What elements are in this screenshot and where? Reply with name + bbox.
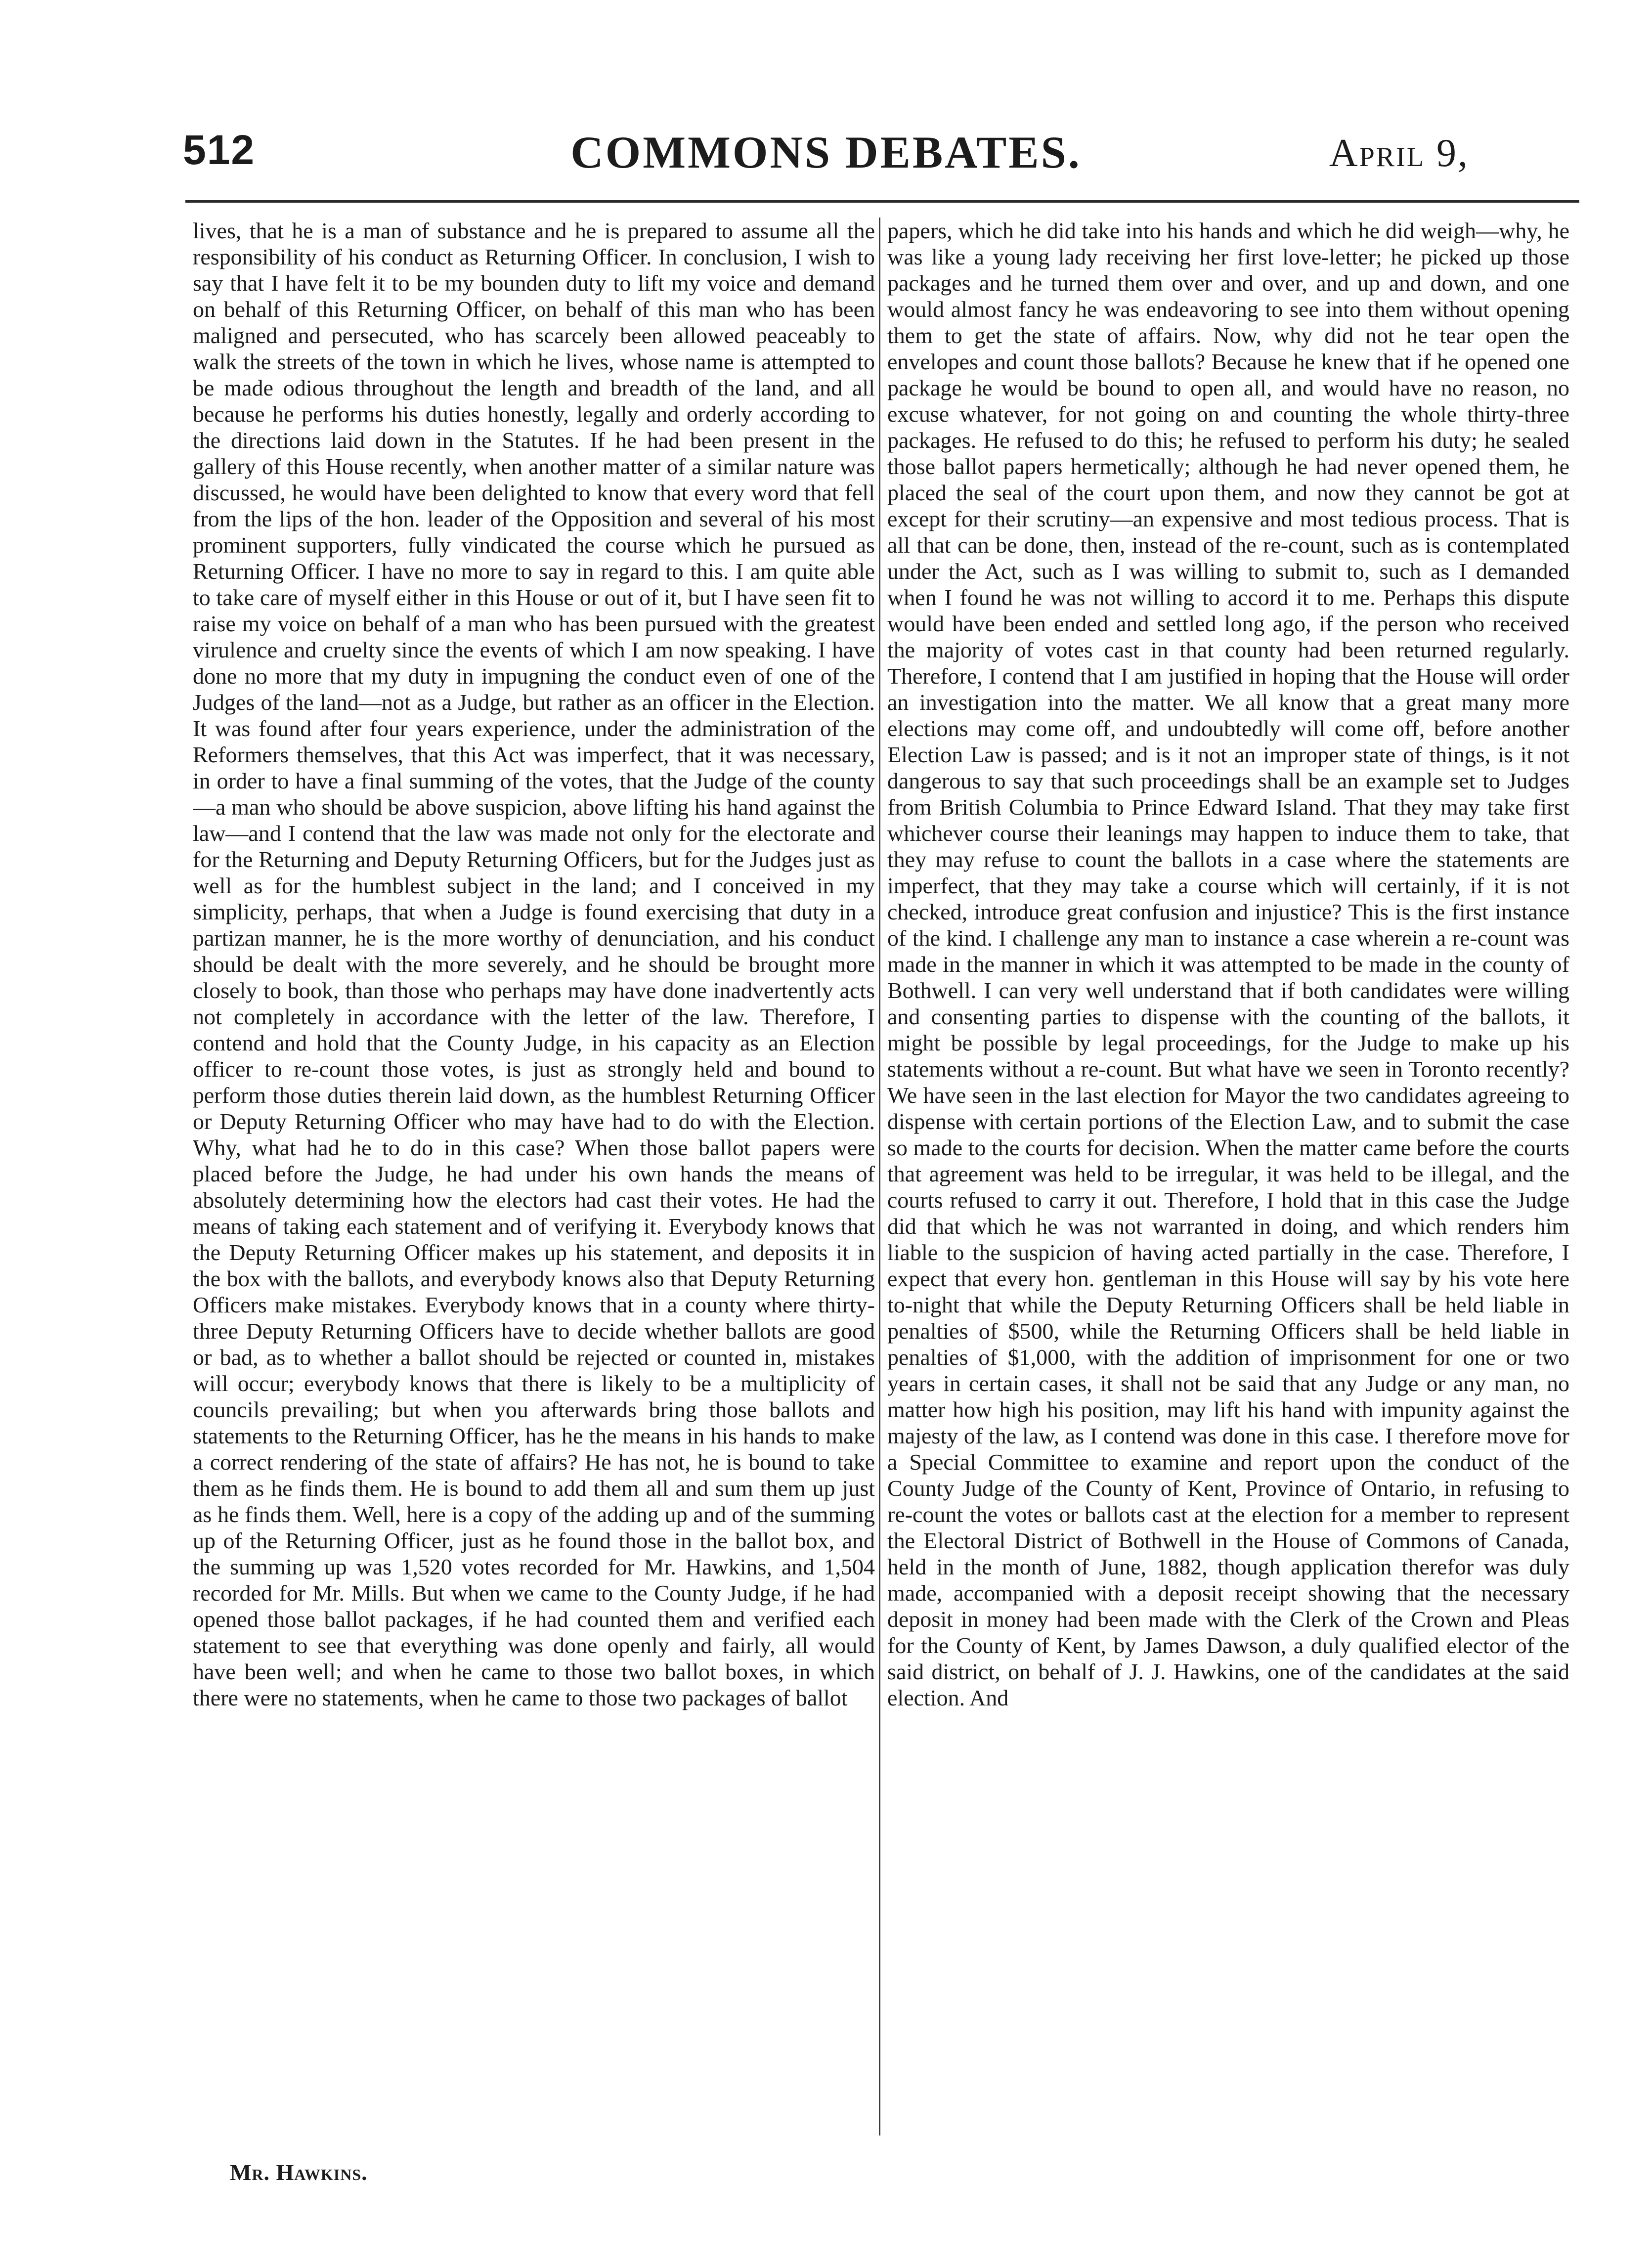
speaker-attribution: Mr. Hawkins.	[230, 2160, 368, 2185]
left-column	[193, 218, 875, 2160]
page-header	[183, 116, 1469, 190]
column-divider	[879, 218, 880, 2135]
header-rule	[185, 200, 1579, 203]
left-column-text: lives, that he is a man of substance and he is prepared to assume all the responsibility of his conduct as Returning Officer. In conclusion, I wish to say that I have felt it to be my bounden duty to lift my voice and demand on behalf of this Returning Officer, on behalf of this man who has been maligned and persecuted, who has scarcely been allowed peaceably to walk the streets of the town in which he lives, whose name is attempted to be made odious throughout the length and breadth of the land, and all because he performs his duties honestly, legally and orderly according to the directions laid down in the Statutes. If he had been present in the gallery of this House recently, when another matter of a similar nature was discussed, he would have been delighted to know that every word that fell from the lips of the hon. leader of the Opposition and several of his most prominent supporters, fully vindicated the course which he pursued as Returning Officer. I have no more to say in regard to this. I am quite able to take care of myself either in this House or out of it, but I have seen fit to raise my voice on behalf of a man who has been pursued with the greatest virulence and cruelty since the events of which I am now speaking. I have done no more that my duty in impugning the conduct even of one of the Judges of the land—not as a Judge, but rather as an officer in the Election. It was found after four years experience, under the administration of the Reformers themselves, that this Act was imperfect, that it was necessary, in order to have a final summing of the votes, that the Judge of the county—a man who should be above suspicion, above lifting his hand against the law—and I contend that the law was made not only for the electorate and for the Returning and Deputy Returning Officers, but for the Judges just as well as for the humblest subject in the land; and I conceived in my simplicity, perhaps, that when a Judge is found exercising that duty in a partizan manner, he is the more worthy of denunciation, and his conduct should be dealt with the more severely, and he should be brought more closely to book, than those who perhaps may have done inadvertently acts not completely in accordance with the letter of the law. Therefore, I contend and hold that the County Judge, in his capacity as an Election officer to re-count those votes, is just as strongly held and bound to perform those duties therein laid down, as the humblest Returning Officer or Deputy Returning Officer who may have had to do with the Election. Why, what had he to do in this case? When those ballot papers were placed before the Judge, he had under his own hands the means of absolutely determining how the electors had cast their votes. He had the means of taking each statement and of verifying it. Everybody knows that the Deputy Returning Officer makes up his statement, and deposits it in the box with the ballots, and everybody knows also that Deputy Returning Officers make mistakes. Everybody knows that in a county where thirty-three Deputy Returning Officers have to decide whether ballots are good or bad, as to whether a ballot should be rejected or counted in, mistakes will occur; everybody knows that there is likely to be a multiplicity of councils prevailing; but when you afterwards bring those ballots and statements to the Returning Officer, has he the means in his hands to make a correct rendering of the state of affairs? He has not, he is bound to take them as he finds them. He is bound to add them all and sum them up just as he finds them. Well, here is a copy of the adding up and of the summing up of the Returning Officer, just as he found those in the ballot box, and the summing up was 1,520 votes recorded for Mr. Hawkins, and 1,504 recorded for Mr. Mills. But when we came to the County Judge, if he had opened those ballot packages, if he had counted them and verified each statement to see that everything was done openly and fairly, all would have been well; and when he came to those two ballot boxes, in which there were no statements, when he came to those two packages of ballot	[193, 218, 875, 1710]
right-column	[887, 218, 1569, 2160]
running-date: April 9,	[1329, 131, 1469, 175]
right-column-text: papers, which he did take into his hands and which he did weigh—why, he was like a young lady receiving her first love-letter; he picked up those packages and he turned them over and over, and up and down, and one would almost fancy he was endeavoring to see into them without opening them to get the state of affairs. Now, why did not he tear open the envelopes and count those ballots? Because he knew that if he opened one package he would be bound to open all, and would have no reason, no excuse whatever, for not going on and counting the whole thirty-three packages. He refused to do this; he refused to perform his duty; he sealed those ballot papers hermetically; although he had never opened them, he placed the seal of the court upon them, and now they cannot be got at except for their scrutiny—an expensive and most tedious process. That is all that can be done, then, instead of the re-count, such as is contemplated under the Act, such as I was willing to submit to, such as I demanded when I found he was not willing to accord it to me. Perhaps this dispute would have been ended and settled long ago, if the person who received the majority of votes cast in that county had been returned regularly. Therefore, I contend that I am justified in hoping that the House will order an investigation into the matter. We all know that a great many more elections may come off, and undoubtedly will come off, before another Election Law is passed; and is it not an improper state of things, is it not dangerous to say that such proceedings shall be an example set to Judges from British Columbia to Prince Edward Island. That they may take first whichever course their leanings may happen to induce them to take, that they may refuse to count the ballots in a case where the statements are imperfect, that they may take a course which will certainly, if it is not checked, introduce great confusion and injustice? This is the first instance of the kind. I challenge any man to instance a case wherein a re-count was made in the manner in which it was attempted to be made in the county of Bothwell. I can very well understand that if both candidates were willing and consenting parties to dispense with the counting of the ballots, it might be possible by legal proceedings, for the Judge to make up his statements without a re-count. But what have we seen in Toronto recently? We have seen in the last election for Mayor the two candidates agreeing to dispense with certain portions of the Election Law, and to submit the case so made to the courts for decision. When the matter came before the courts that agreement was held to be irregular, it was held to be illegal, and the courts refused to carry it out. Therefore, I hold that in this case the Judge did that which he was not warranted in doing, and which renders him liable to the suspicion of having acted partially in the case. Therefore, I expect that every hon. gentleman in this House will say by his vote here to-night that while the Deputy Returning Officers shall be held liable in penalties of $500, while the Returning Officers shall be held liable in penalties of $1,000, with the addition of imprisonment for one or two years in certain cases, it shall not be said that any Judge or any man, no matter how high his position, may lift his hand with impunity against the majesty of the law, as I contend was done in this case. I therefore move for a Special Committee to examine and report upon the conduct of the County Judge of the County of Kent, Province of Ontario, in refusing to re-count the votes or ballots cast at the election for a member to represent the Electoral District of Bothwell in the House of Commons of Canada, held in the month of June, 1882, though application therefor was duly made, accompanied with a deposit receipt showing that the necessary deposit in money had been made with the Clerk of the Crown and Pleas for the County of Kent, by James Dawson, a duly qualified elector of the said district, on behalf of J. J. Hawkins, one of the candidates at the said election. And	[887, 218, 1569, 1710]
running-title: COMMONS DEBATES.	[570, 127, 1082, 177]
page-number: 512	[183, 127, 256, 173]
